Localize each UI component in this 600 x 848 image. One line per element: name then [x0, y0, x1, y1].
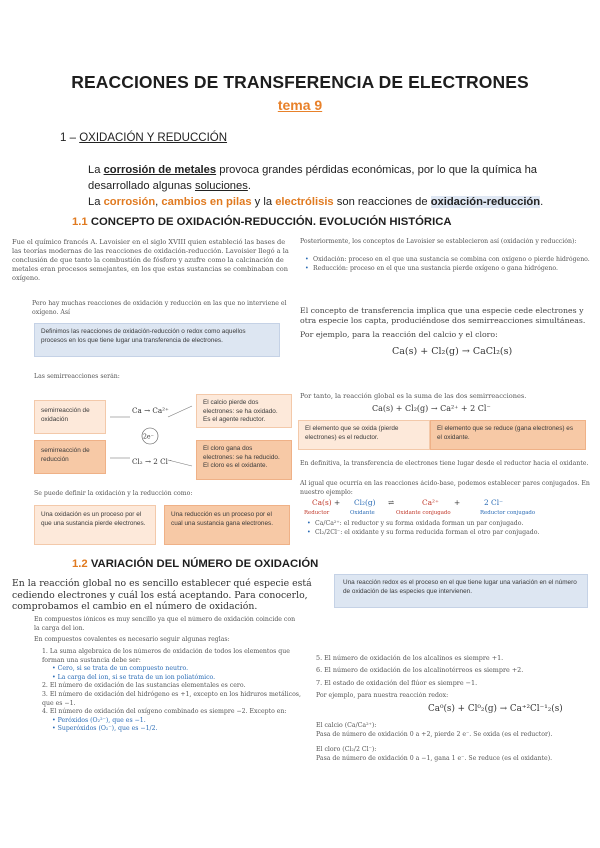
intro-block [88, 162, 558, 210]
rule-item: • Peróxidos (O₂²⁻), que es −1. [52, 716, 146, 724]
chlorine-analysis [316, 746, 592, 763]
pair-label: Reductor conjugado [480, 510, 536, 516]
left-paragraph-lavoisier: Fue el químico francés A. Lavoisier en el siglo XVIII quien estableció las bases de las teorías modernas de las reacciones de oxidación-reducción. Lavoisier llegó a la conclusión de que tanto la combustión de fósforo y azufre como la calcinación de metales eran procesos semejantes, en los que estas sustancias se combinaban con oxígeno. [12, 238, 289, 282]
intro-text: La [88, 196, 104, 208]
calcium-text: Pasa de número de oxidación 0 a +2, pierde 2 e⁻. Se oxida (es el reductor). [316, 730, 553, 738]
chlorine-reduced-box [196, 440, 292, 480]
calcium-label: El calcio (Ca/Ca²⁺): [316, 722, 377, 729]
oxidation-reduction-bullets [304, 256, 595, 273]
semi-oxidation-box [34, 400, 106, 434]
reaction-equation-2: Ca(s) + Cl₂(g) → Ca²⁺ + 2 Cl⁻ [372, 404, 491, 413]
semi-reduction-label: semirreacción de reducción [41, 447, 90, 463]
pair-label: Reductor [304, 510, 330, 516]
intro-cambios-pilas: cambios en pilas [161, 196, 252, 208]
pair-bullet-cl: • Cl₂/2Cl⁻: el oxidante y su forma reducida forman el otro par conjugado. [315, 529, 597, 538]
intro-text: . [540, 196, 544, 208]
right-paragraph-concepts: Posteriormente, los conceptos de Lavoisier se establecieron así (oxidación y reducción): [300, 238, 577, 245]
calcium-analysis [316, 722, 592, 739]
redox-number-box [334, 574, 588, 608]
eq-electrons: 2e⁻ [143, 433, 154, 441]
right-paragraph-example: Por ejemplo, para la reacción del calcio y el cloro: [300, 330, 498, 339]
oxidation-definition-box [34, 505, 156, 545]
ox-arrow-line [168, 406, 192, 417]
section-1-2-intro: En la reacción global no es sencillo establecer qué especie está cediendo electrones y cuál los está aceptando. Para conocerlo, comprobamos el cambio en el número de oxidación. [12, 578, 312, 613]
calcium-oxidized-box [196, 394, 292, 428]
global-reaction-label: Por tanto, la reacción global es la suma de las dos semirreacciones. [300, 392, 527, 400]
pair-label: Oxidante [350, 510, 375, 516]
semi-reduction-box [34, 440, 106, 474]
semirreacciones-label: Las semirreacciones serán: [34, 373, 120, 380]
section-1-2-heading [72, 558, 318, 570]
page-subtitle: tema 9 [277, 97, 323, 113]
reaction-equation-1: Ca(s) + Cl₂(g) → CaCl₂(s) [392, 346, 513, 357]
pair-label: Oxidante conjugado [396, 510, 451, 516]
section-1-heading [60, 132, 227, 144]
eq-reduction: Cl₂ → 2 Cl⁻ [132, 457, 172, 466]
rule-item: • Superóxidos (O₂⁻), que es −1/2. [52, 725, 158, 733]
pair-item: 2 Cl⁻ [484, 498, 503, 507]
intro-paragraph-2 [88, 194, 558, 210]
chlorine-reduced-text: El cloro gana dos electrones: se ha reducido. El cloro es el oxidante. [203, 445, 280, 470]
section-1-2-number: 1.2 [72, 558, 88, 570]
calcium-oxidized-text: El calcio pierde dos electrones: se ha oxidado. Es el agente reductor. [203, 399, 278, 424]
pair-item: + [454, 498, 461, 507]
chlorine-label: El cloro (Cl₂/2 Cl⁻): [316, 746, 377, 753]
ionic-paragraph: En compuestos iónicos es muy sencillo ya que el número de oxidación coincide con la carga del ion. [34, 616, 296, 632]
rule-item: 2. El número de oxidación de las sustancias elementales es cero. [42, 682, 246, 690]
semi-oxidation-label: semirreacción de oxidación [41, 407, 90, 423]
bullet-oxidation: • Oxidación: proceso en el que una sustancia se combina con oxígeno o pierde hidrógeno. [313, 256, 595, 265]
intro-text: son reacciones de [333, 196, 431, 208]
reductor-text: El elemento que se oxida (pierde electrones) es el reductor. [305, 425, 399, 441]
pair-item: Ca(s) [312, 498, 332, 507]
right-paragraph-transfer: El concepto de transferencia implica que una especie cede electrones y otra especie los capta, produciéndose dos semirreacciones simultáneas. [300, 306, 586, 325]
intro-text: , [155, 196, 162, 208]
redox-definition-text: Definimos las reacciones de oxidación-reducción o redox como aquellos procesos en los que tiene lugar una transferencia de electrones. [41, 328, 246, 344]
section-1-1-number: 1.1 [72, 216, 88, 228]
pair-item: ⇌ [388, 498, 395, 507]
rules-left-list [34, 648, 304, 734]
oxidation-definition-text: Una oxidación es un proceso por el que una sustancia pierde electrones. [41, 511, 146, 527]
section-1-2-title: VARIACIÓN DEL NÚMERO DE OXIDACIÓN [90, 558, 319, 570]
rules-right-list [316, 652, 592, 689]
section-1-1-heading [72, 216, 452, 228]
redox-definition-box [34, 323, 280, 357]
pair-item: + [334, 498, 341, 507]
bullet-reduction: • Reducción: proceso en el que una sustancia pierde oxígeno o gana hidrógeno. [313, 265, 595, 274]
define-label: Se puede definir la oxidación y la reducción como: [34, 490, 193, 497]
example-label: Por ejemplo, para nuestra reacción redox: [316, 692, 449, 699]
reductor-box [298, 420, 430, 450]
electron-transfer-diagram [108, 400, 198, 476]
redox-number-text: Una reacción redox es el proceso en el que tiene lugar una variación en el número de oxidación de las especies que intervienen. [343, 579, 577, 595]
intro-text: y la [251, 196, 276, 208]
covalent-paragraph: En compuestos covalentes es necesario seguir algunas reglas: [34, 636, 230, 643]
pair-bullets [306, 520, 597, 537]
intro-paragraph-1 [88, 162, 558, 194]
oxidante-box [430, 420, 586, 450]
intro-text: La [88, 164, 104, 176]
intro-text: provoca grandes pérdidas económicas, por lo que la química ha desarrollado algunas [88, 164, 538, 192]
reduction-definition-text: Una reducción es un proceso por el cual una sustancia gana electrones. [171, 511, 273, 527]
right-paragraph-definitiva: En definitiva, la transferencia de electrones tiene lugar desde el reductor hacia el oxidante. [300, 460, 589, 467]
right-paragraph-pairs: Al igual que ocurría en las reacciones ácido-base, podemos establecer pares conjugados. En nuestro ejemplo: [300, 480, 590, 496]
intro-text: . [247, 180, 251, 192]
example-equation: Ca⁰(s) + Cl⁰₂(g) → Ca⁺²Cl⁻¹₂(s) [428, 704, 563, 714]
rule-item: • Cero, si se trata de un compuesto neutro. [52, 665, 189, 673]
reduction-definition-box [164, 505, 290, 545]
rule-item: • La carga del ion, si se trata de un ion poliatómico. [52, 673, 216, 681]
oxidante-text: El elemento que se reduce (gana electrones) es el oxidante. [437, 425, 574, 441]
rule-item: 5. El número de oxidación de los alcalinos es siempre +1. [316, 654, 504, 662]
chlorine-text: Pasa de número de oxidación 0 a −1, gana 1 e⁻. Se reduce (es el oxidante). [316, 754, 553, 762]
intro-electrolisis: electrólisis [275, 196, 334, 208]
rule-item: 6. El número de oxidación de los alcalinotérreos es siempre +2. [316, 666, 524, 675]
intro-oxidacion-reduccion: oxidación-reducción [430, 196, 541, 208]
intro-soluciones: soluciones [194, 180, 248, 192]
rule-item: 3. El número de oxidación del hidrógeno es +1, excepto en los hidruros metálicos, que es −1. [42, 690, 301, 707]
pair-item: Cl₂(g) [354, 498, 376, 507]
intro-corrosion: corrosión [103, 196, 156, 208]
left-paragraph-no-oxygen: Pero hay muchas reacciones de oxidación y reducción en las que no interviene el oxígeno. Así [32, 300, 287, 316]
section-1-1-title: CONCEPTO DE OXIDACIÓN-REDUCCIÓN. EVOLUCIÓN HISTÓRICA [90, 216, 452, 228]
section-1-title: OXIDACIÓN Y REDUCCIÓN [79, 132, 228, 144]
rule-item: 7. El estado de oxidación del flúor es siempre −1. [316, 678, 478, 687]
rule-item: 1. La suma algebraica de los números de oxidación de todos los elementos que forman una sustancia debe ser: [42, 648, 290, 664]
intro-corrosion-metales: corrosión de metales [103, 164, 217, 176]
page-title: REACCIONES DE TRANSFERENCIA DE ELECTRONES [71, 72, 529, 92]
rule-item: 4. El número de oxidación del oxígeno combinado es siempre −2. Excepto en: [42, 708, 287, 716]
eq-oxidation: Ca → Ca²⁺ [132, 406, 169, 415]
pair-bullet-ca: • Ca/Ca²⁺: el reductor y su forma oxidada forman un par conjugado. [315, 520, 597, 529]
section-1-number: 1 – [60, 132, 76, 144]
pair-item: Ca²⁺ [422, 498, 439, 507]
